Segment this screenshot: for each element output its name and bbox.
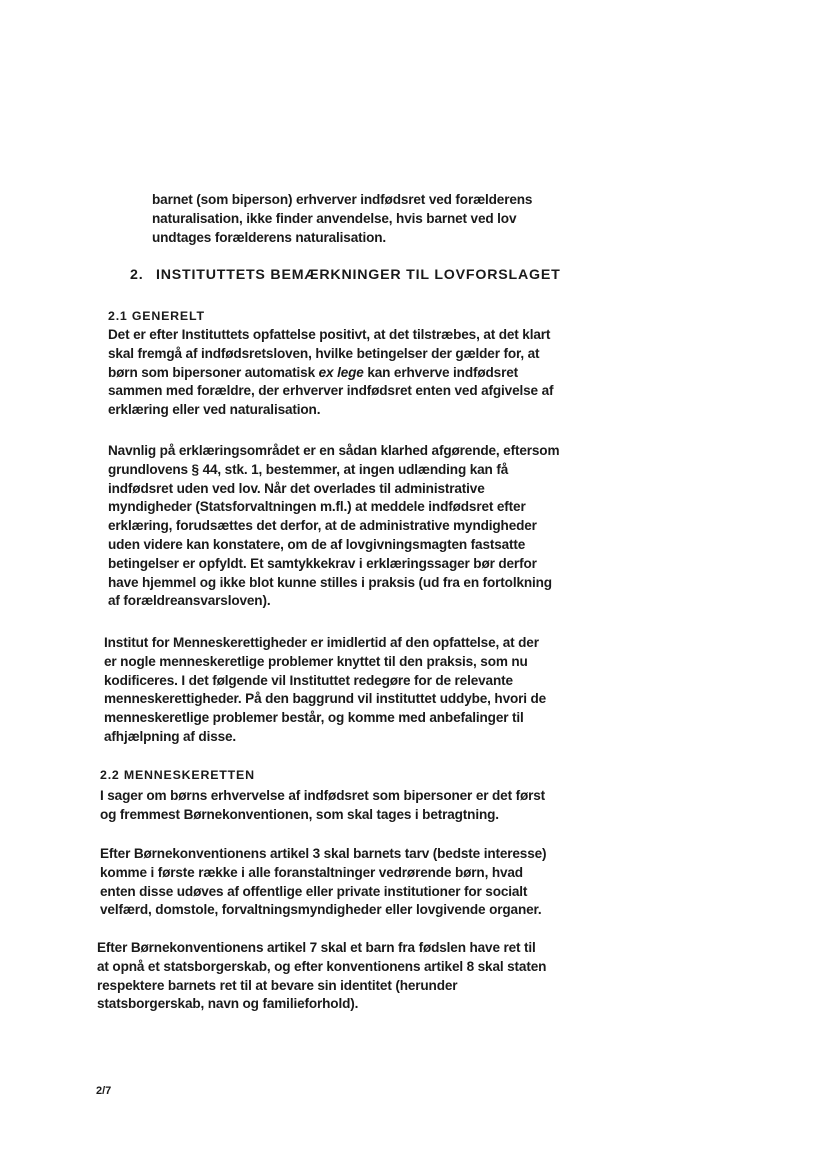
section-2-2-heading: 2.2 MENNESKERETTEN: [100, 768, 255, 782]
section-2-2-p1-text-b: , som skal tages i betragtning.: [308, 806, 499, 822]
section-2-1-p1-text-a: Det er efter Instituttets opfattelse positivt, at det tilstræbes, at det klart skal fremgå af indfødsretsloven, hvilke betingelser der gælder for, at børn som bipersoner automatisk: [108, 327, 551, 380]
section-2-1-p1-italic: ex lege: [318, 364, 364, 380]
section-2-1-paragraph-1: [108, 326, 553, 420]
section-2-title: INSTITUTTETS BEMÆRKNINGER TIL LOVFORSLAGET: [156, 267, 561, 283]
intro-paragraph: barnet (som biperson) erhverver indfødsret ved forælderens naturalisation, ikke finder anvendelse, hvis barnet ved lov undtages forælderens naturalisation.: [152, 192, 533, 245]
section-2-heading: [130, 267, 561, 283]
section-2-1-paragraph-3: Institut for Menneskerettigheder er imidlertid af den opfattelse, at der er nogle menneskeretlige problemer knyttet til den praksis, som nu kodificeres. I det følgende vil Instituttet redegøre for de relevante menneskerettigheder. På den baggrund vil instituttet uddybe, hvori de menneskeretlige problemer består, og komme med anbefalinger til afhjælpning af disse.: [104, 635, 547, 744]
section-2-2-p1-text-a: I sager om børns erhvervelse af indfødsret som bipersoner er det først og fremmest: [100, 788, 546, 822]
page-number: 2/7: [96, 1085, 112, 1097]
section-2-2-paragraph-3: Efter Børnekonventionens artikel 7 skal et barn fra fødslen have ret til at opnå et statsborgerskab, og efter konventionens artikel 8 skal staten respektere barnets ret til at bevare sin identitet (herunder statsborgerskab, navn og familieforhold).: [97, 940, 547, 1012]
section-2-2-p1-emphasis: Børnekonventionen: [183, 806, 309, 822]
section-2-number: 2.: [130, 267, 144, 283]
section-2-1-p1-text-b: kan erhverve indfødsret sammen med forældre, der erhverver indfødsret enten ved afgivelse af erklæring eller ved naturalisation.: [108, 364, 554, 418]
section-2-1-paragraph-2: Navnlig på erklæringsområdet er en sådan klarhed afgørende, eftersom grundlovens § 44, stk. 1, bestemmer, at ingen udlænding kan få indfødsret uden ved lov. Når det overlades til administrative myndigheder (Statsforvaltningen m.fl.) at meddele indfødsret efter erklæring, forudsættes det derfor, at de administrative myndigheder uden videre kan konstatere, om de af lovgivningsmagten fastsatte betingelser er opfyldt. Et samtykkekrav i erklæringssager bør derfor have hjemmel og ikke blot kunne stilles i praksis (ud fra en fortolkning af forældreansvarsloven).: [108, 443, 560, 609]
section-2-2-paragraph-2: Efter Børnekonventionens artikel 3 skal barnets tarv (bedste interesse) komme i første række i alle foranstaltninger vedrørende børn, hvad enten disse udøves af offentlige eller private institutioner for socialt velfærd, domstole, forvaltningsmyndigheder eller lovgivende organer.: [100, 846, 547, 918]
section-2-1-heading: 2.1 GENERELT: [108, 309, 205, 323]
section-2-2-paragraph-1: [100, 787, 545, 825]
